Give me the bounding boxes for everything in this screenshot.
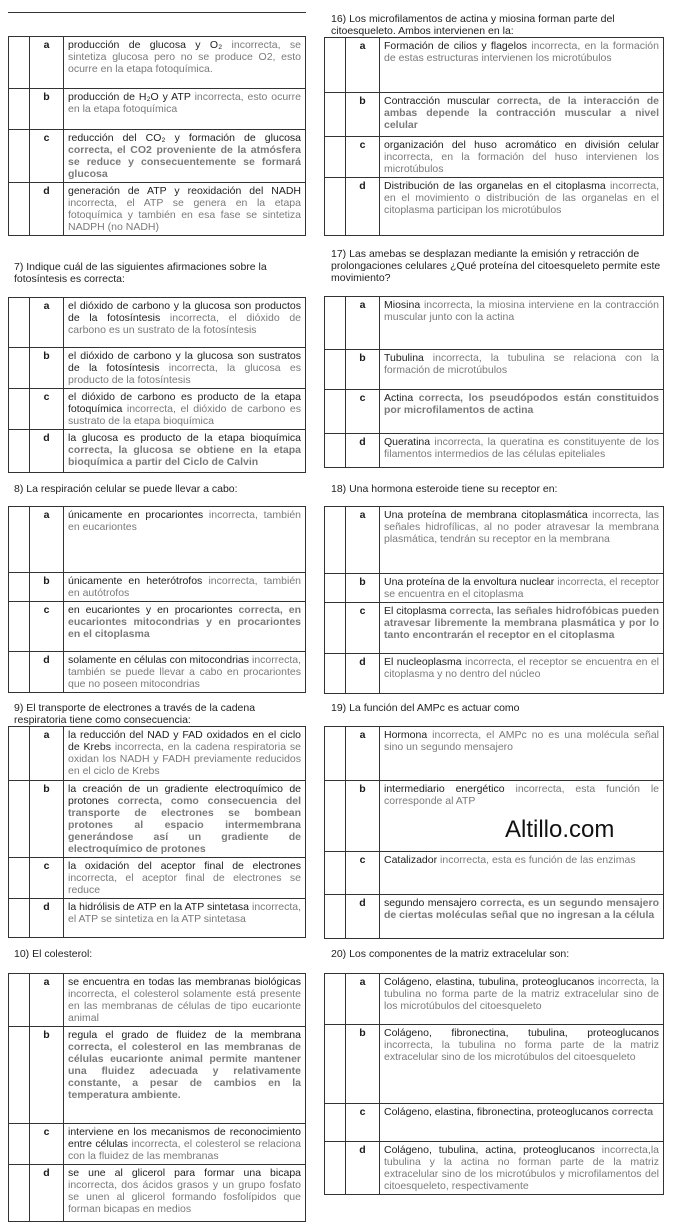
option-answer: Formación de cilios y flagelos (384, 40, 528, 52)
option-row (325, 574, 664, 603)
option-letter: b (30, 781, 64, 858)
option-spacer-cell (325, 603, 346, 654)
option-spacer-cell (325, 727, 346, 781)
option-feedback: incorrecta, en la formación del huso intervienen los microtúbulos (384, 151, 659, 175)
option-letter: d (30, 899, 64, 938)
option-letter: b (346, 350, 380, 390)
options-table (8, 36, 306, 236)
option-spacer-cell (325, 390, 346, 434)
option-text (64, 37, 306, 89)
watermark: Altillo.com (505, 816, 615, 843)
option-letter: a (30, 974, 64, 1027)
option-feedback: correcta, las señales hidrofóbicas pueden atravesar libremente la membrana plasmática y por lo tanto encontrarán el receptor en el citoplasma (384, 605, 659, 641)
option-letter: b (346, 1025, 380, 1104)
option-spacer-cell (9, 1165, 30, 1222)
option-answer: producción de glucosa y O₂ (68, 39, 223, 51)
option-text (64, 974, 306, 1027)
question-text: 19) La función del AMPc es actuar como (331, 702, 520, 714)
option-feedback: correcta, es un segundo mensajero de ciertas moléculas señal que no ingresan a la célula (384, 897, 660, 921)
option-text (64, 1124, 306, 1165)
option-row (9, 1124, 306, 1165)
option-feedback: correcta, como consecuencia del transporte de electrones se bombean protones al espacio intermembrana generándose así un gradiente de electroquímico de protones (68, 795, 302, 855)
option-row (325, 93, 664, 137)
option-answer: El citoplasma (384, 605, 447, 617)
option-letter: d (346, 654, 380, 694)
options-table (8, 297, 306, 473)
option-feedback: incorrecta, esto ocurre en la etapa fotoquímica (68, 91, 302, 115)
question-text: 10) El colesterol: (14, 948, 93, 960)
option-spacer-cell (325, 974, 346, 1025)
option-text (64, 1165, 306, 1222)
option-text (64, 781, 306, 858)
option-row (9, 858, 306, 899)
option-answer: Distribución de las organelas en el citoplasma (384, 180, 606, 192)
option-row (325, 1104, 664, 1142)
option-spacer-cell (325, 178, 346, 236)
option-text (64, 348, 306, 389)
option-row (9, 37, 306, 89)
option-text (380, 574, 664, 603)
option-text (380, 852, 664, 895)
option-letter: a (346, 507, 380, 574)
question-text: 17) Las amebas se desplazan mediante la emisión y retracción de prolongaciones celulares ¿Qué proteína del citoesqueleto permite este movimiento? (331, 248, 661, 284)
option-feedback: incorrecta, el dióxido de carbono es sustrato de la etapa bioquímica (68, 403, 301, 427)
option-spacer-cell (9, 430, 30, 473)
option-feedback: incorrecta, la queratina es constituyente de los filamentos intermedios de las células epiteliales (384, 436, 659, 460)
option-feedback: incorrecta, la miosina interviene en la contracción muscular junto con la actina (384, 299, 659, 323)
option-spacer-cell (9, 781, 30, 858)
option-letter: a (30, 507, 64, 573)
option-spacer-cell (325, 137, 346, 178)
option-text (380, 781, 664, 852)
option-answer: la glucosa es producto de la etapa bioquímica (68, 432, 301, 444)
option-spacer-cell (9, 858, 30, 899)
option-text (380, 507, 664, 574)
option-letter: a (30, 37, 64, 89)
option-spacer-cell (9, 389, 30, 430)
option-text (64, 858, 306, 899)
option-answer: Catalizador (384, 854, 438, 866)
option-spacer-cell (325, 350, 346, 390)
option-letter: a (346, 38, 380, 93)
option-letter: a (346, 974, 380, 1025)
option-feedback: correcta (611, 1106, 654, 1118)
option-spacer-cell (325, 654, 346, 694)
option-answer: Una proteína de la envoltura nuclear (384, 576, 555, 588)
option-feedback: incorrecta, las señales hidrofílicas, al no poder atravesar la membrana plasmática, tendrán su receptor en la membrana (384, 509, 660, 545)
option-row (9, 974, 306, 1027)
option-feedback: incorrecta, también en eucariontes (68, 509, 301, 533)
option-row (9, 89, 306, 130)
option-text (380, 350, 664, 390)
option-feedback: incorrecta,la tubulina y la actina no forman parte de la matriz extracelular sino de los microtúbulos y microfilamentos del citoesqueleto, respectivamente (384, 1144, 659, 1192)
option-answer: se une al glicerol para formar una bicapa (68, 1167, 301, 1179)
option-spacer-cell (325, 297, 346, 350)
options-table (324, 506, 664, 694)
option-feedback: incorrecta, el receptor se encuentra en el citoplasma y no dentro del núcleo (384, 656, 660, 680)
option-row (325, 178, 664, 236)
option-text (380, 603, 664, 654)
option-spacer-cell (9, 348, 30, 389)
option-letter: d (346, 895, 380, 939)
top-rule (8, 12, 306, 13)
option-feedback: incorrecta, el ATP se genera en la etapa fotoquímica y también en esa fase se sintetiza NADPH (no NADH) (68, 197, 301, 233)
option-answer: Colágeno, elastina, tubulina, proteoglucanos (384, 976, 595, 988)
option-letter: d (346, 434, 380, 468)
option-row (9, 1165, 306, 1222)
option-letter: a (30, 727, 64, 781)
option-spacer-cell (9, 1027, 30, 1124)
option-row (325, 781, 664, 852)
option-spacer-cell (325, 1142, 346, 1195)
question-text: 8) La respiración celular se puede llevar a cabo: (14, 483, 238, 495)
option-letter: c (346, 1104, 380, 1142)
option-letter: a (346, 297, 380, 350)
option-row (325, 297, 664, 350)
option-row (9, 899, 306, 938)
option-answer: el dióxido de carbono es producto de la etapa fotoquímica (68, 391, 301, 415)
option-feedback: incorrecta, la tubulina se relaciona con la formación de microtúbulos (384, 352, 659, 376)
options-table (324, 726, 664, 939)
option-answer: generación de ATP y reoxidación del NADH (68, 185, 301, 197)
option-text (64, 389, 306, 430)
options-table (324, 296, 664, 468)
option-row (9, 1027, 306, 1124)
option-answer: interviene en los mecanismos de reconocimiento entre células (68, 1126, 301, 1150)
option-spacer-cell (325, 93, 346, 137)
question-text: 18) Una hormona esteroide tiene su receptor en: (331, 483, 558, 495)
option-spacer-cell (9, 652, 30, 693)
option-feedback: correcta, la glucosa se obtiene en la etapa bioquímica a partir del Ciclo de Calvin (68, 444, 301, 468)
option-feedback: incorrecta, la glucosa es producto de la fotosíntesis (68, 362, 301, 386)
question-text: 16) Los microfilamentos de actina y miosina forman parte del citoesqueleto. Ambos intervienen en la: (331, 13, 615, 37)
option-text (380, 93, 664, 137)
option-row (9, 298, 306, 348)
option-letter: c (30, 602, 64, 652)
option-answer: regula el grado de fluidez de la membrana (68, 1029, 301, 1041)
option-row (9, 573, 306, 602)
option-answer: la creación de un gradiente electroquímico de protones (68, 783, 301, 807)
option-letter: b (346, 574, 380, 603)
option-letter: d (30, 652, 64, 693)
option-answer: El nucleoplasma (384, 656, 462, 668)
option-row (325, 38, 664, 93)
option-letter: a (30, 298, 64, 348)
option-letter: c (346, 137, 380, 178)
option-answer: únicamente en procariontes (68, 509, 204, 521)
option-spacer-cell (9, 130, 30, 183)
option-letter: b (346, 93, 380, 137)
option-answer: segundo mensajero (384, 897, 477, 909)
option-text (64, 507, 306, 573)
option-spacer-cell (9, 899, 30, 938)
option-answer: organización del huso acromático en división celular (384, 139, 659, 151)
option-row (325, 434, 664, 468)
option-answer: Tubulina (384, 352, 424, 364)
option-feedback: incorrecta, esta es función de las enzimas (440, 854, 636, 866)
option-text (64, 652, 306, 693)
question-text: 9) El transporte de electrones a través de la cadena respiratoria tiene como consecuencia: (14, 702, 256, 726)
option-feedback: incorrecta, también se puede llevar a cabo en procariontes que no poseen mitocondrias (68, 654, 302, 690)
option-row (325, 603, 664, 654)
option-text (380, 1104, 664, 1142)
option-spacer-cell (9, 602, 30, 652)
option-row (325, 654, 664, 694)
option-row (325, 1142, 664, 1195)
option-text (380, 1025, 664, 1104)
option-text (380, 434, 664, 468)
question-text: 7) Indique cuál de las siguientes afirmaciones sobre la fotosíntesis es correcta: (14, 261, 267, 285)
option-spacer-cell (325, 895, 346, 939)
option-letter: b (30, 89, 64, 130)
option-feedback: correcta, de la interacción de ambas depende la contracción muscular a nivel celular (384, 95, 659, 131)
option-spacer-cell (9, 974, 30, 1027)
option-answer: únicamente en heterótrofos (68, 575, 203, 587)
option-row (9, 507, 306, 573)
option-letter: b (30, 573, 64, 602)
option-spacer-cell (325, 1104, 346, 1142)
option-feedback: incorrecta, el receptor se encuentra en el citoplasma (384, 576, 659, 600)
option-answer: Colágeno, elastina, fibronectina, proteoglucanos (384, 1106, 609, 1118)
option-letter: b (30, 348, 64, 389)
option-feedback: correcta, el colesterol en las membranas de células eucarionte animal permite mantener una fluidez adecuada y relativamente constante, a pesar de cambios en la temperatura ambiente. (68, 1041, 301, 1101)
option-answer: se encuentra en todas las membranas biológicas (68, 976, 301, 988)
option-feedback: incorrecta, dos ácidos grasos y un grupo fosfato se unen al glicerol formando fosfolípidos que forman bicapas en medios (68, 1179, 301, 1215)
option-row (325, 137, 664, 178)
option-spacer-cell (9, 727, 30, 781)
option-spacer-cell (9, 183, 30, 236)
option-letter: b (346, 781, 380, 852)
option-spacer-cell (325, 781, 346, 852)
option-letter: c (346, 603, 380, 654)
options-table (324, 37, 664, 236)
option-row (325, 895, 664, 939)
option-answer: la reducción del NAD y FAD oxidados en el ciclo de Krebs (68, 729, 301, 753)
option-feedback: correcta, los pseudópodos están constituidos por microfilamentos de actina (384, 392, 660, 416)
options-table (8, 973, 306, 1222)
option-letter: c (30, 858, 64, 899)
option-spacer-cell (325, 1025, 346, 1104)
option-letter: c (30, 130, 64, 183)
option-letter: d (30, 1165, 64, 1222)
option-spacer-cell (325, 574, 346, 603)
option-row (9, 430, 306, 473)
option-feedback: incorrecta, el colesterol solamente está presente en las membranas de células de tipo eucarionte animal (68, 988, 301, 1024)
option-row (325, 852, 664, 895)
question-text: 20) Los componentes de la matriz extracelular son: (331, 948, 570, 960)
option-text (64, 602, 306, 652)
option-answer: Contracción muscular (384, 95, 490, 107)
option-answer: Miosina (384, 299, 421, 311)
option-row (325, 390, 664, 434)
option-text (64, 573, 306, 602)
option-text (64, 430, 306, 473)
option-text (380, 1142, 664, 1195)
option-spacer-cell (9, 37, 30, 89)
option-text (380, 895, 664, 939)
option-feedback: incorrecta, en la cadena respiratoria se oxidan los NADH y FADH previamente reducidos en el ciclo de Krebs (68, 741, 302, 777)
option-row (325, 1025, 664, 1104)
option-answer: solamente en células con mitocondrias (68, 654, 250, 666)
option-text (64, 298, 306, 348)
option-letter: b (30, 1027, 64, 1124)
option-letter: d (30, 430, 64, 473)
option-letter: c (346, 852, 380, 895)
option-text (64, 727, 306, 781)
option-text (380, 178, 664, 236)
option-answer: en eucariontes y en procariontes (68, 604, 233, 616)
option-letter: a (346, 727, 380, 781)
option-spacer-cell (9, 298, 30, 348)
option-answer: Actina (384, 392, 414, 404)
option-text (64, 89, 306, 130)
option-feedback: correcta, en eucariontes mitocondrias y en procariontes en el citoplasma (68, 604, 302, 640)
option-answer: reducción del CO₂ y formación de glucosa (68, 132, 301, 144)
option-spacer-cell (325, 38, 346, 93)
option-feedback: incorrecta, el dióxido de carbono es un sustrato de la fotosíntesis (68, 312, 302, 336)
option-feedback: incorrecta, en el movimiento o distribución de las organelas en el citoplasma participan los microtúbulos (384, 180, 659, 216)
option-feedback: incorrecta, el AMPc no es una molécula señal sino un segundo mensajero (384, 729, 660, 753)
option-text (380, 38, 664, 93)
option-feedback: incorrecta, esta función le corresponde al ATP (384, 783, 659, 807)
option-answer: producción de H₂O y ATP (68, 91, 191, 103)
option-spacer-cell (325, 507, 346, 574)
option-feedback: incorrecta, también en autótrofos (68, 575, 301, 599)
option-text (380, 727, 664, 781)
option-text (380, 297, 664, 350)
option-answer: intermediario energético (384, 783, 505, 795)
option-text (64, 183, 306, 236)
option-letter: c (30, 1124, 64, 1165)
option-row (9, 389, 306, 430)
option-row (9, 130, 306, 183)
option-answer: Queratina (384, 436, 431, 448)
option-letter: c (30, 389, 64, 430)
option-spacer-cell (325, 852, 346, 895)
option-text (64, 130, 306, 183)
option-feedback: incorrecta, el colesterol se relaciona con la fluidez de las membranas (68, 1138, 302, 1162)
option-answer: el dióxido de carbono y la glucosa son productos de la fotosíntesis (68, 300, 301, 324)
option-spacer-cell (9, 1124, 30, 1165)
option-answer: la hidrólisis de ATP en la ATP sintetasa (68, 901, 250, 913)
option-row (9, 781, 306, 858)
options-table (8, 506, 306, 693)
option-row (9, 652, 306, 693)
option-answer: Una proteína de membrana citoplasmática (384, 509, 588, 521)
option-letter: d (346, 178, 380, 236)
option-letter: d (30, 183, 64, 236)
option-feedback: correcta, el CO2 proveniente de la atmósfera se reduce y consecuentemente se formará glucosa (68, 144, 301, 180)
option-row (325, 350, 664, 390)
option-row (9, 602, 306, 652)
option-answer: la oxidación del aceptor final de electrones (68, 860, 301, 872)
option-spacer-cell (9, 89, 30, 130)
option-spacer-cell (325, 434, 346, 468)
option-text (380, 654, 664, 694)
option-feedback: incorrecta, el aceptor final de electrones se reduce (68, 872, 301, 896)
option-feedback: incorrecta, se sintetiza glucosa pero no se produce O2, esto ocurre en la etapa fotoquímica. (68, 39, 301, 75)
option-text (64, 899, 306, 938)
option-text (380, 137, 664, 178)
option-text (380, 390, 664, 434)
option-row (325, 507, 664, 574)
option-row (9, 183, 306, 236)
option-row (325, 727, 664, 781)
option-answer: Colágeno, tubulina, actina, proteoglucanos (384, 1144, 595, 1156)
option-spacer-cell (9, 507, 30, 573)
option-feedback: incorrecta, el ATP se sintetiza en la ATP sintetasa (68, 901, 302, 925)
options-table (324, 973, 664, 1195)
option-feedback: incorrecta, la tubulina no forma parte de la matriz extracelular sino de los microtúbulos del citoesqueleto (384, 1039, 659, 1063)
option-spacer-cell (9, 573, 30, 602)
option-answer: Hormona (384, 729, 428, 741)
options-table (8, 726, 306, 938)
option-text (380, 974, 664, 1025)
option-letter: c (346, 390, 380, 434)
option-text (64, 1027, 306, 1124)
option-row (9, 348, 306, 389)
option-answer: el dióxido de carbono y la glucosa son sustratos de la fotosíntesis (68, 350, 301, 374)
option-letter: d (346, 1142, 380, 1195)
option-feedback: incorrecta, la tubulina no forma parte de la matriz extracelular sino de los microtúbulos del citoesqueleto (384, 976, 660, 1012)
option-feedback: incorrecta, en la formación de estas estructuras intervienen los microtúbulos (384, 40, 659, 64)
option-row (325, 974, 664, 1025)
option-answer: Colágeno, fibronectina, tubulina, proteoglucanos (384, 1027, 659, 1039)
option-row (9, 727, 306, 781)
